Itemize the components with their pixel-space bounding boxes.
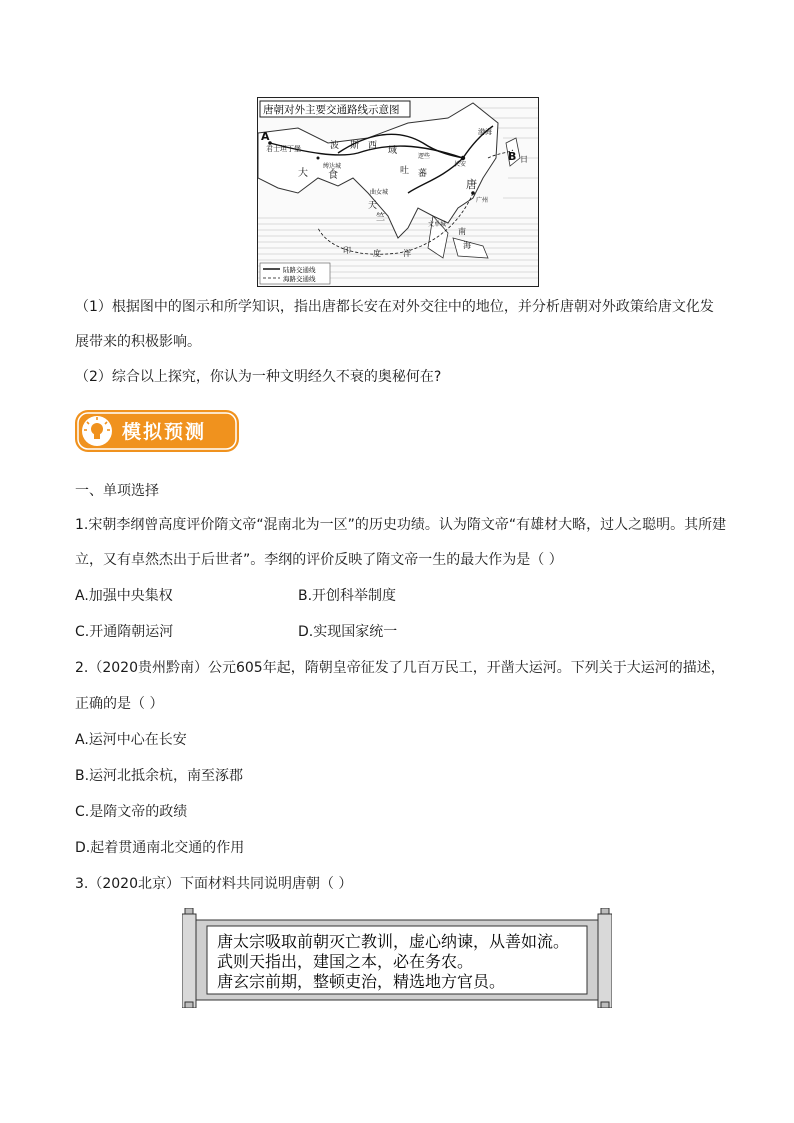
q1-stem-line2: 立，又有卓然杰出于后世者”。李纲的评价反映了隋文帝一生的最大作为是（ ） <box>75 552 563 568</box>
q2-option-c[interactable]: C.是隋文帝的政绩 <box>75 804 188 820</box>
label-a: A <box>261 130 270 143</box>
label-tubo: 吐 <box>400 166 410 176</box>
label-baghdad: 缚达城 <box>323 163 342 170</box>
label-xiyu: 域 <box>388 146 398 156</box>
label-lhasa: 逻些 <box>418 153 431 160</box>
label-nanhai: 海 <box>463 241 471 250</box>
q3-stem: 3.（2020北京）下面材料共同说明唐朝（ ） <box>75 876 353 892</box>
section-title: 一、单项选择 <box>75 483 159 499</box>
practice-banner <box>75 408 239 454</box>
label-chang-an: 长安 <box>454 161 467 168</box>
label-constantinople: 君士坦丁堡 <box>266 145 301 153</box>
q1-stem-line1: 1.宋朝李纲曾高度评价隋文帝“混南北为一区”的历史功绩。认为隋文帝“有雄材大略，过人之聪明。其所建 <box>75 517 727 533</box>
label-tianzhu: 竺 <box>376 213 386 223</box>
label-qunu: 曲女城 <box>370 189 389 196</box>
label-tubo: 蕃 <box>418 169 428 179</box>
q1-option-b[interactable]: B.开创科举制度 <box>298 588 397 604</box>
map-title: 唐朝对外主要交通路线示意图 <box>263 104 400 116</box>
q1-option-a[interactable]: A.加强中央集权 <box>75 588 173 604</box>
q2-option-b[interactable]: B.运河北抵余杭，南至涿郡 <box>75 768 244 784</box>
label-indian-ocean: 洋 <box>403 249 411 258</box>
scroll-line-1: 唐太宗吸取前朝灭亡教训，虚心纳谏，从善如流。 <box>217 932 570 951</box>
legend-sea: 海路交通线 <box>283 275 316 283</box>
label-japan: 日 <box>520 155 528 164</box>
label-wenchan: 文单城 <box>428 221 447 228</box>
label-dashi: 大 <box>298 168 308 179</box>
q2-stem-line1: 2.（2020贵州黔南）公元605年起，隋朝皇帝征发了几百万民工，开凿大运河。下列关于大运河的描述， <box>75 660 725 676</box>
q1-option-c[interactable]: C.开通隋朝运河 <box>75 624 174 640</box>
label-dashi: 食 <box>328 170 338 181</box>
map-graphic <box>258 98 538 286</box>
scroll-line-2: 武则天指出，建国之本，必在务农。 <box>217 952 474 971</box>
q2-text: （2）综合以上探究，你认为一种文明经久不衰的奥秘何在? <box>75 369 442 385</box>
banner-title: 模拟预测 <box>122 421 207 443</box>
label-indian-ocean: 印 <box>343 246 351 255</box>
label-tang: 唐 <box>466 178 477 191</box>
label-persia: 波 <box>330 141 340 151</box>
legend-land: 陆路交通线 <box>283 266 316 274</box>
q1-option-d[interactable]: D.实现国家统一 <box>298 624 398 640</box>
label-nanhai: 南 <box>458 227 466 236</box>
q2-option-a[interactable]: A.运河中心在长安 <box>75 732 187 748</box>
label-guangzhou: 广州 <box>476 197 489 204</box>
tang-routes-map <box>257 97 539 287</box>
label-bohai: 渤海 <box>478 128 492 136</box>
scroll-line-3: 唐玄宗前期，整顿吏治，精选地方官员。 <box>217 972 506 991</box>
chang-an-dot <box>461 156 465 160</box>
label-tianzhu: 天 <box>368 201 378 211</box>
map-legend <box>260 263 330 284</box>
label-indian-ocean: 度 <box>373 249 381 258</box>
label-b: B <box>508 150 517 163</box>
q2-option-d[interactable]: D.起着贯通南北交通的作用 <box>75 840 245 856</box>
q1-line2: 展带来的积极影响。 <box>75 334 201 350</box>
guangzhou-dot <box>471 191 475 195</box>
label-xiyu: 西 <box>368 141 378 151</box>
baghdad-dot <box>317 157 320 160</box>
q1-line1: （1）根据图中的图示和所学知识，指出唐都长安在对外交往中的地位，并分析唐朝对外政策给唐文化发 <box>75 299 714 315</box>
label-persia: 斯 <box>350 141 360 151</box>
q2-stem-line2: 正确的是（ ） <box>75 696 164 712</box>
